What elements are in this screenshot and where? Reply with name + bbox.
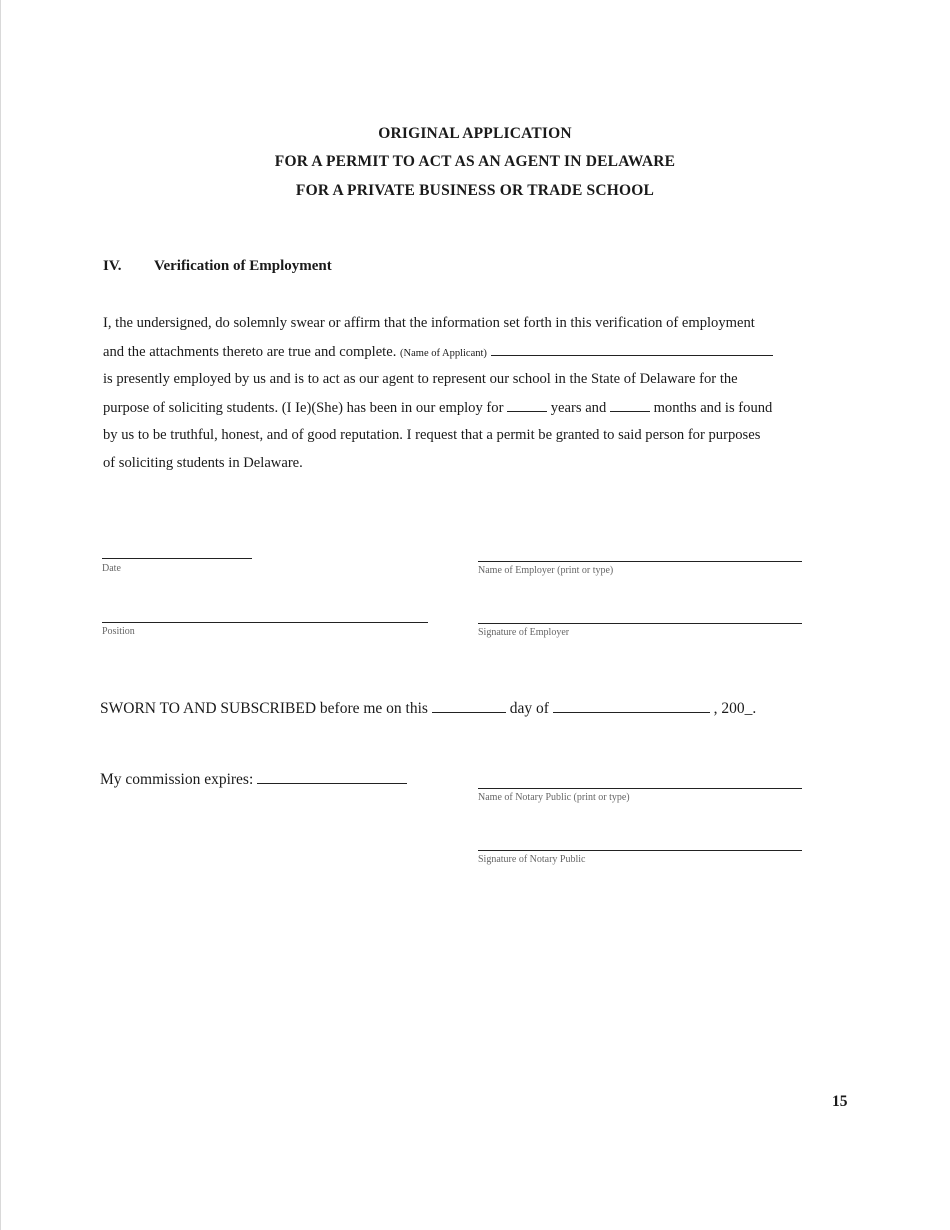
employer-name-field-line[interactable] — [478, 561, 802, 562]
sworn-statement — [100, 700, 756, 718]
paragraph-line-2-text: and the attachments thereto are true and complete. — [103, 344, 397, 360]
commission-row — [100, 771, 407, 789]
notary-signature-label: Signature of Notary Public — [478, 854, 586, 865]
sworn-text-c: , 200_. — [713, 700, 757, 717]
commission-expiry-field[interactable] — [257, 771, 407, 784]
paragraph-line-5: by us to be truthful, honest, and of good reputation. I request that a permit be granted to said person for purposes — [103, 427, 761, 443]
paragraph-line-3: is presently employed by us and is to act as our agent to represent our school in the State of Delaware for the — [103, 371, 738, 387]
sworn-day-field[interactable] — [432, 700, 506, 713]
years-field[interactable] — [507, 399, 547, 412]
months-field[interactable] — [610, 399, 650, 412]
form-title-line-2: FOR A PERMIT TO ACT AS AN AGENT IN DELAWARE — [274, 153, 676, 170]
notary-name-label: Name of Notary Public (print or type) — [478, 792, 630, 803]
position-field-line[interactable] — [102, 622, 428, 623]
commission-label: My commission expires: — [100, 771, 254, 788]
notary-name-field-line[interactable] — [478, 788, 802, 789]
form-title-line-3: FOR A PRIVATE BUSINESS OR TRADE SCHOOL — [295, 182, 655, 199]
paragraph-line-4-b: years and — [550, 400, 607, 416]
page-number: 15 — [832, 1093, 848, 1110]
section-number: IV. — [103, 258, 122, 274]
paragraph-line-6: of soliciting students in Delaware. — [103, 455, 303, 471]
section-title: Verification of Employment — [154, 258, 332, 274]
position-label: Position — [102, 626, 135, 637]
paragraph-line-4 — [103, 399, 772, 417]
employer-name-label: Name of Employer (print or type) — [478, 565, 614, 576]
applicant-name-field[interactable] — [491, 343, 773, 356]
paragraph-line-2 — [103, 343, 773, 361]
sworn-month-field[interactable] — [553, 700, 710, 713]
date-field-line[interactable] — [102, 558, 252, 559]
paragraph-line-4-c: months and is found — [653, 400, 773, 416]
paragraph-line-4-a: purpose of soliciting students. (I Ie)(She) has been in our employ for — [103, 400, 504, 416]
sworn-text-b: day of — [509, 700, 549, 717]
employer-signature-field-line[interactable] — [478, 623, 802, 624]
employer-signature-label: Signature of Employer — [478, 627, 570, 638]
paragraph-line-1: I, the undersigned, do solemnly swear or affirm that the information set forth in this verification of employment — [103, 315, 755, 331]
sworn-text-a: SWORN TO AND SUBSCRIBED before me on this — [100, 700, 428, 717]
date-label: Date — [102, 563, 121, 574]
notary-signature-field-line[interactable] — [478, 850, 802, 851]
applicant-name-label: (Name of Applicant) — [400, 348, 487, 359]
form-title-line-1: ORIGINAL APPLICATION — [378, 125, 572, 142]
